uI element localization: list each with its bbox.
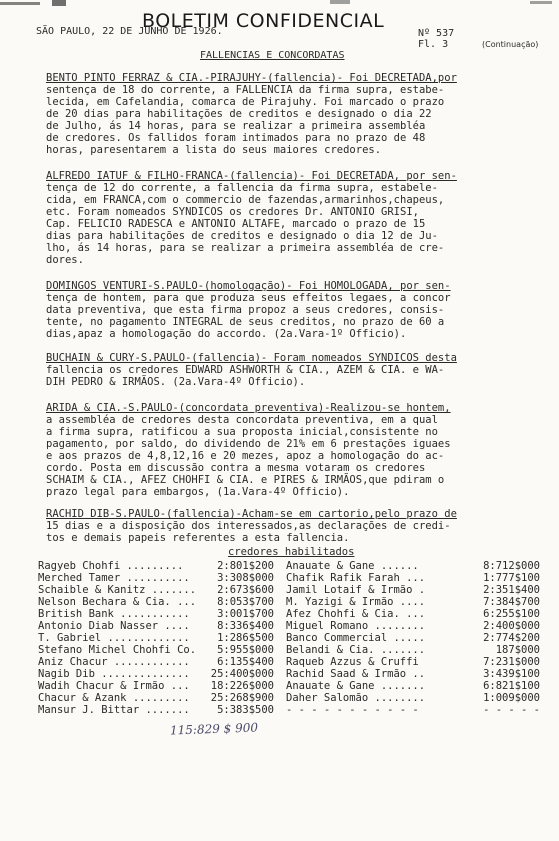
table-row [38, 644, 548, 656]
table-row [38, 704, 548, 716]
entry-line: a assembléa de credores desta concordata preventiva, em a qual [46, 414, 438, 426]
entry-line: data preventiva, que esta firma propoz a seus credores, consis- [46, 304, 445, 316]
table-filler: - - - - - - - - - - - [286, 704, 419, 716]
creditor-name: Daher Salomão ........ [286, 692, 426, 704]
entry-line: lecida, em Cafelandia, comarca de Pirajuhy. Foi marcado o prazo [46, 96, 445, 108]
table-filler: - - - - - [483, 704, 540, 716]
entry-line: ARIDA & CIA.-S.PAULO-(concordata preventiva)-Realizou-se hontem, [46, 402, 451, 414]
creditor-amount: 8:336$400 [217, 620, 274, 632]
table-row [38, 632, 548, 644]
creditor-amount: 1:009$000 [483, 692, 540, 704]
creditor-amount: 3:001$700 [217, 608, 274, 620]
entry-line: cida, em FRANCA,com o commercio de fazendas,armarinhos,chapeus, [46, 194, 445, 206]
creditor-amount: 187$000 [495, 644, 540, 656]
creditor-amount: 8:712$000 [483, 560, 540, 572]
table-row [38, 584, 548, 596]
creditor-name: Belandi & Cia. ....... [286, 644, 426, 656]
creditor-name: M. Yazigi & Irmão .... [286, 596, 426, 608]
entry-line: lho, ás 14 horas, para se realizar a primeira assembléa de cre- [46, 242, 445, 254]
entry-line: pagamento, por saldo, do dividendo de 21% em 6 prestações iguaes [46, 438, 451, 450]
creditor-name: Anauate & Gane ....... [286, 680, 426, 692]
creditor-name: British Bank ........... [38, 608, 190, 620]
entry-alfredo-iatuf [46, 170, 526, 266]
creditor-name: Raqueb Azzus & Cruffi [286, 656, 419, 668]
creditor-name: Stefano Michel Chohfi Co. [38, 644, 197, 656]
entry-line: BUCHAIN & CURY-S.PAULO-(fallencia)- Foram nomeados SYNDICOS desta [46, 352, 457, 364]
entry-line: dores. [46, 254, 84, 266]
creditor-amount: 2:774$200 [483, 632, 540, 644]
entry-line: sentença de 18 do corrente, a FALLENCIA da firma supra, estabe- [46, 84, 445, 96]
entry-line: de 20 dias para habilitações de creditos e designado o dia 22 [46, 108, 432, 120]
entry-line: dias,apaz a homologação do accordo. (2a.Vara-1º Officio). [46, 328, 407, 340]
creditor-amount: 6:135$400 [217, 656, 274, 668]
creditor-amount: 2:400$000 [483, 620, 540, 632]
table-row [38, 680, 548, 692]
creditor-amount: 25:268$900 [210, 692, 274, 704]
entry-line: dias para habilitações de creditos e designado o dia 12 de Ju- [46, 230, 438, 242]
entry-arida [46, 402, 526, 498]
creditor-name: Chacur & Azank ......... [38, 692, 190, 704]
creditor-amount: 1:286$500 [217, 632, 274, 644]
creditors-table [38, 560, 548, 716]
creditor-amount: 6:821$100 [483, 680, 540, 692]
creditor-name: Mansur J. Bittar ....... [38, 704, 190, 716]
creditor-amount: 2:673$600 [217, 584, 274, 596]
entry-line: a firma supra, ratificou a sua proposta inicial,consistente no [46, 426, 438, 438]
entry-line: e aos prazos de 4,8,12,16 e 20 mezes, apoz a homologação do ac- [46, 450, 445, 462]
creditor-amount: 18:226$000 [210, 680, 274, 692]
creditor-amount: 5:383$500 [217, 704, 274, 716]
table-row [38, 692, 548, 704]
creditor-name: Afez Chohfi & Cia. ... [286, 608, 426, 620]
creditor-amount: 25:400$000 [210, 668, 274, 680]
continuation-label: (Continuação) [482, 40, 539, 49]
entry-line: tença de 12 do corrente, a fallencia da firma supra, estabele- [46, 182, 438, 194]
entry-line: prazo legal para embargos, (1a.Vara-4º Officio). [46, 486, 350, 498]
entry-line: tos e demais papeis referentes a esta fallencia. [46, 532, 350, 544]
entry-line: fallencia os credores EDWARD ASHWORTH & CIA., AZEM & CIA. e WA- [46, 364, 445, 376]
creditor-name: Aniz Chacur ............ [38, 656, 190, 668]
bulletin-number: Nº 537 [418, 28, 455, 39]
entry-line: Cap. FELICIO RADESCA e ANTONIO ALTAFE, marcado o prazo de 15 [46, 218, 426, 230]
creditor-amount: 7:384$700 [483, 596, 540, 608]
entry-line: de credores. Os fallidos foram intimados para no prazo de 48 [46, 132, 426, 144]
entry-line: DIH PEDRO & IRMÃOS. (2a.Vara-4º Officio). [46, 376, 306, 388]
creditor-name: T. Gabriel ............. [38, 632, 190, 644]
creditor-name: Schaible & Kanitz ....... [38, 584, 197, 596]
table-row [38, 668, 548, 680]
creditors-table-title: credores habilitados [228, 546, 355, 558]
table-row [38, 572, 548, 584]
section-title: FALLENCIAS E CONCORDATAS [200, 50, 345, 61]
entry-line: ALFREDO IATUF & FILHO-FRANCA-(fallencia)- Foi DECRETADA, por sen- [46, 170, 457, 182]
creditor-amount: 2:351$400 [483, 584, 540, 596]
entry-line: tença de hontem, para que produza seus effeitos legaes, a concor [46, 292, 451, 304]
dateline: SÃO PAULO, 22 DE JUNHO DE 1926. [36, 26, 223, 37]
entry-line: cordo. Posta em discussão contra a mesma votaram os credores [46, 462, 426, 474]
creditor-amount: 1:777$100 [483, 572, 540, 584]
entry-buchain-cury [46, 352, 526, 388]
sheet-reference [418, 28, 454, 50]
entry-domingos-venturi [46, 280, 526, 340]
creditor-amount: 3:308$000 [217, 572, 274, 584]
creditor-name: Ragyeb Chohfi ......... [38, 560, 184, 572]
entry-line: horas, paresentarem a lista do seus maiores credores. [46, 144, 382, 156]
entry-line: DOMINGOS VENTURI-S.PAULO-(homologação)- Foi HOMOLOGADA, por sen- [46, 280, 451, 292]
entry-bento-pinto-ferraz [46, 72, 526, 156]
creditor-amount: 2:801$200 [217, 560, 274, 572]
creditor-name: Banco Commercial ..... [286, 632, 426, 644]
entry-line: 15 dias e a disposição dos interessados,as declarações de credi- [46, 520, 451, 532]
entry-rachid-dib [46, 508, 526, 544]
handwritten-total: 115:829 $ 900 [169, 720, 259, 738]
creditor-name: Nagib Dib .............. [38, 668, 190, 680]
creditor-name: Miguel Romano ........ [286, 620, 426, 632]
creditor-name: Nelson Bechara & Cia. ... [38, 596, 197, 608]
entry-line: SCHAIM & CIA., AFEZ CHOHFI & CIA. e PIRES & IRMÃOS,que pdiram o [46, 474, 445, 486]
sheet-number: Fl. 3 [418, 39, 449, 50]
entry-line: tente, no pagamento INTEGRAL de seus creditos, no prazo de 60 a [46, 316, 445, 328]
creditor-name: Anauate & Gane ...... [286, 560, 419, 572]
entry-line: etc. Foram nomeados SYNDICOS os credores Dr. ANTONIO GRISI, [46, 206, 419, 218]
document-title: BOLETIM CONFIDENCIAL [142, 10, 385, 32]
creditor-name: Merched Tamer .......... [38, 572, 190, 584]
table-row [38, 560, 548, 572]
creditor-amount: 6:255$100 [483, 608, 540, 620]
entry-line: de Julho, ás 14 horas, para se realizar a primeira assembléa [46, 120, 426, 132]
creditor-name: Antonio Diab Nasser .... [38, 620, 190, 632]
table-row [38, 608, 548, 620]
table-row [38, 620, 548, 632]
creditor-amount: 7:231$000 [483, 656, 540, 668]
creditor-amount: 8:053$700 [217, 596, 274, 608]
creditor-amount: 5:955$000 [217, 644, 274, 656]
table-row [38, 656, 548, 668]
creditor-name: Jamil Lotaif & Irmão . [286, 584, 426, 596]
creditor-amount: 3:439$100 [483, 668, 540, 680]
creditor-name: Wadih Chacur & Irmão ... [38, 680, 190, 692]
entry-line: BENTO PINTO FERRAZ & CIA.-PIRAJUHY-(fallencia)- Foi DECRETADA,por [46, 72, 457, 84]
creditor-name: Chafik Rafik Farah ... [286, 572, 426, 584]
creditor-name: Rachid Saad & Irmão .. [286, 668, 426, 680]
entry-line: RACHID DIB-S.PAULO-(fallencia)-Acham-se em cartorio,pelo prazo de [46, 508, 457, 520]
table-row [38, 596, 548, 608]
